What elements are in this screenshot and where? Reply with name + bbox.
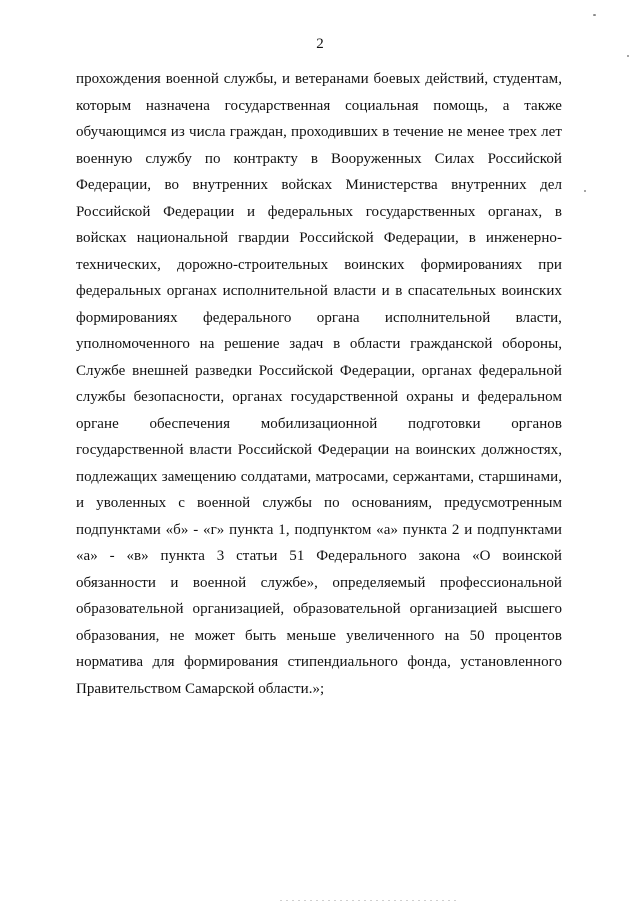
text-line: военную службу по контракту в Вооруженных Силах Российской xyxy=(76,150,562,167)
text-line: технических, дорожно-строительных воинских формированиях при xyxy=(76,256,562,273)
text-line: уполномоченного на решение задач в области гражданской обороны, xyxy=(76,336,562,352)
text-line: образовательной организацией, образовательной организацией высшего xyxy=(76,601,562,617)
scan-speck xyxy=(627,55,629,57)
scan-speck xyxy=(584,190,586,192)
page-number: 2 xyxy=(316,36,324,52)
text-line: прохождения военной службы, и ветеранами боевых действий, студентам, xyxy=(76,71,562,87)
text-line: подпунктами «б» - «г» пункта 1, подпунктом «а» пункта 2 и подпунктами xyxy=(76,521,562,538)
text-line: Правительством Самарской области.»; xyxy=(76,680,325,697)
text-line: федеральных органах исполнительной власти и в спасательных воинских xyxy=(76,283,562,299)
text-line: государственной власти Российской Федерации на воинских должностях, xyxy=(76,442,562,458)
text-line: подлежащих замещению солдатами, матросами, сержантами, старшинами, xyxy=(76,468,562,485)
text-line: норматива для формирования стипендиального фонда, установленного xyxy=(76,654,562,670)
text-line: обязанности и военной службе», определяемый профессиональной xyxy=(76,574,562,591)
scan-speck xyxy=(593,14,596,16)
text-line: войсках национальной гвардии Российской Федерации, в инженерно- xyxy=(76,230,562,246)
document-body-text xyxy=(76,66,562,702)
text-line: органе обеспечения мобилизационной подготовки органов xyxy=(76,415,562,432)
text-line: Службе внешней разведки Российской Федерации, органах федеральной xyxy=(76,362,562,379)
text-line: службы безопасности, органах государственной охраны и федеральном xyxy=(76,389,562,405)
text-line: которым назначена государственная социальная помощь, а также xyxy=(76,97,562,114)
text-line: и уволенных с военной службы по основаниям, предусмотренным xyxy=(76,495,562,511)
text-line: образования, не может быть меньше увеличенного на 50 процентов xyxy=(76,627,562,644)
text-line: формированиях федерального органа исполнительной власти, xyxy=(76,309,562,326)
text-line: Федерации, во внутренних войсках Министерства внутренних дел xyxy=(76,177,562,193)
text-line: «а» - «в» пункта 3 статьи 51 Федерального закона «О воинской xyxy=(76,548,562,564)
text-line: обучающимся из числа граждан, проходивших в течение не менее трех лет xyxy=(76,124,562,140)
scan-edge-noise xyxy=(280,900,460,901)
text-line: Российской Федерации и федеральных государственных органах, в xyxy=(76,203,562,220)
